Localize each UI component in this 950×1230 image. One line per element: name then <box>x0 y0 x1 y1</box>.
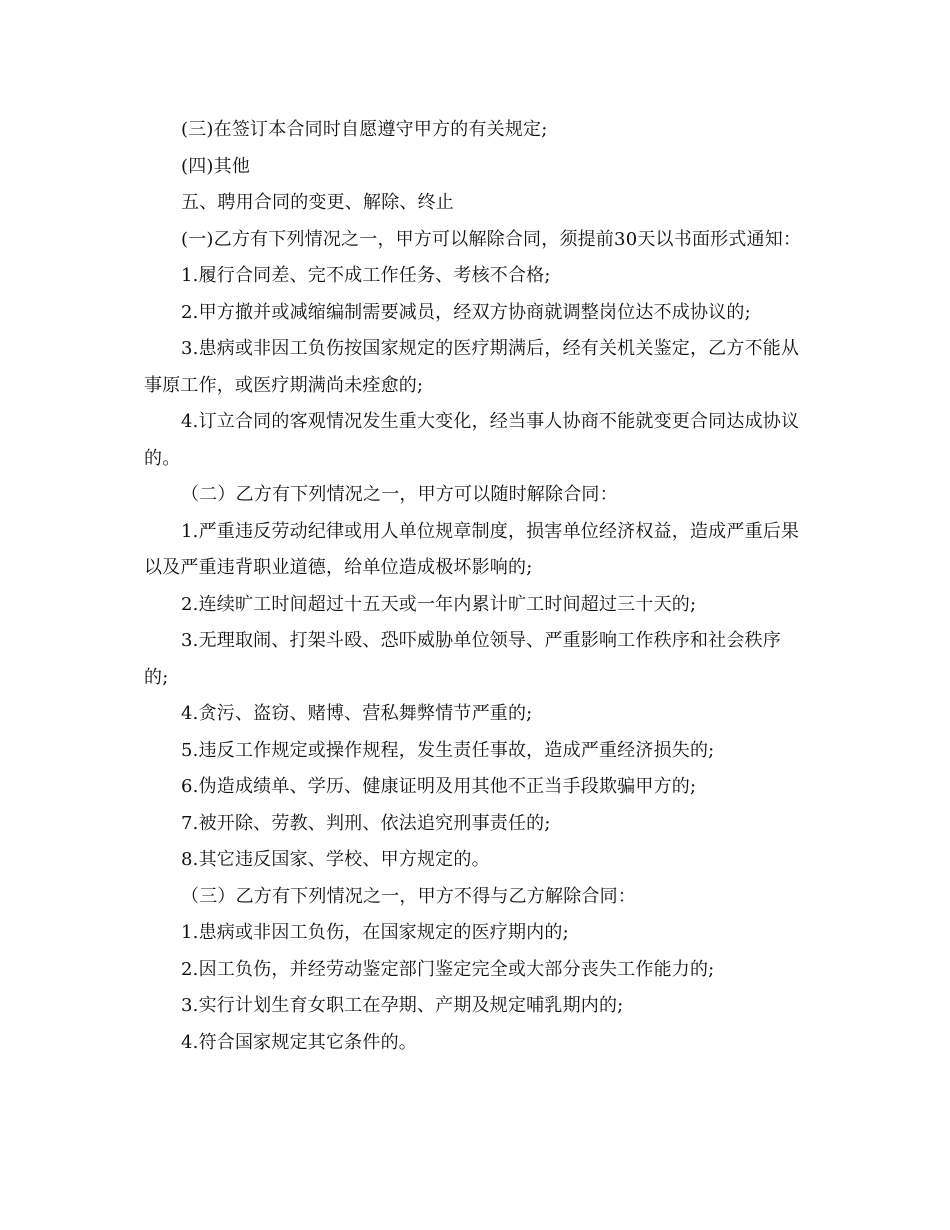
list-item: 1.严重违反劳动纪律或用人单位规章制度，损害单位经济权益，造成严重后果以及严重违背职业道德，给单位造成极坏影响的; <box>144 520 800 578</box>
list-item: 3.患病或非因工负伤按国家规定的医疗期满后，经有关机关鉴定，乙方不能从事原工作，或医疗期满尚未痊愈的; <box>144 338 800 396</box>
paragraph: （三）乙方有下列情况之一，甲方不得与乙方解除合同： <box>181 885 636 907</box>
paragraph: （二）乙方有下列情况之一，甲方可以随时解除合同： <box>181 484 618 505</box>
list-item: 2.连续旷工时间超过十五天或一年内累计旷工时间超过三十天的; <box>181 593 697 615</box>
list-item: 3.无理取闹、打架斗殴、恐吓威胁单位领导、严重影响工作秩序和社会秩序的; <box>144 630 781 688</box>
list-item: 4.贪污、盗窃、赌博、营私舞弊情节严重的; <box>181 703 533 724</box>
list-item: 7.被开除、劳教、判刑、依法追究刑事责任的; <box>181 812 551 834</box>
list-item: 2.甲方撤并或减缩编制需要减员，经双方协商就调整岗位达不成协议的; <box>181 301 751 323</box>
list-item: 4.符合国家规定其它条件的。 <box>181 1031 417 1053</box>
list-item: 4.订立合同的客观情况发生重大变化，经当事人协商不能就变更合同达成协议的。 <box>144 411 800 469</box>
paragraph: (一)乙方有下列情况之一，甲方可以解除合同，须提前30天以书面形式通知： <box>181 228 802 250</box>
list-item: 8.其它违反国家、学校、甲方规定的。 <box>181 849 490 870</box>
paragraph: (三)在签订本合同时自愿遵守甲方的有关规定; <box>181 119 548 140</box>
paragraph: (四)其他 <box>181 155 251 177</box>
list-item: 1.履行合同差、完不成工作任务、考核不合格; <box>181 265 551 286</box>
section-heading: 五、聘用合同的变更、解除、终止 <box>181 192 454 213</box>
list-item: 3.实行计划生育女职工在孕期、产期及规定哺乳期内的; <box>181 995 624 1016</box>
list-item: 1.患病或非因工负伤，在国家规定的医疗期内的; <box>181 922 569 943</box>
list-item: 6.伪造成绩单、学历、健康证明及用其他不正当手段欺骗甲方的; <box>181 776 697 797</box>
list-item: 5.违反工作规定或操作规程，发生责任事故，造成严重经济损失的; <box>181 739 715 761</box>
document-page <box>144 112 804 1061</box>
list-item: 2.因工负伤，并经劳动鉴定部门鉴定完全或大部分丧失工作能力的; <box>181 958 715 980</box>
